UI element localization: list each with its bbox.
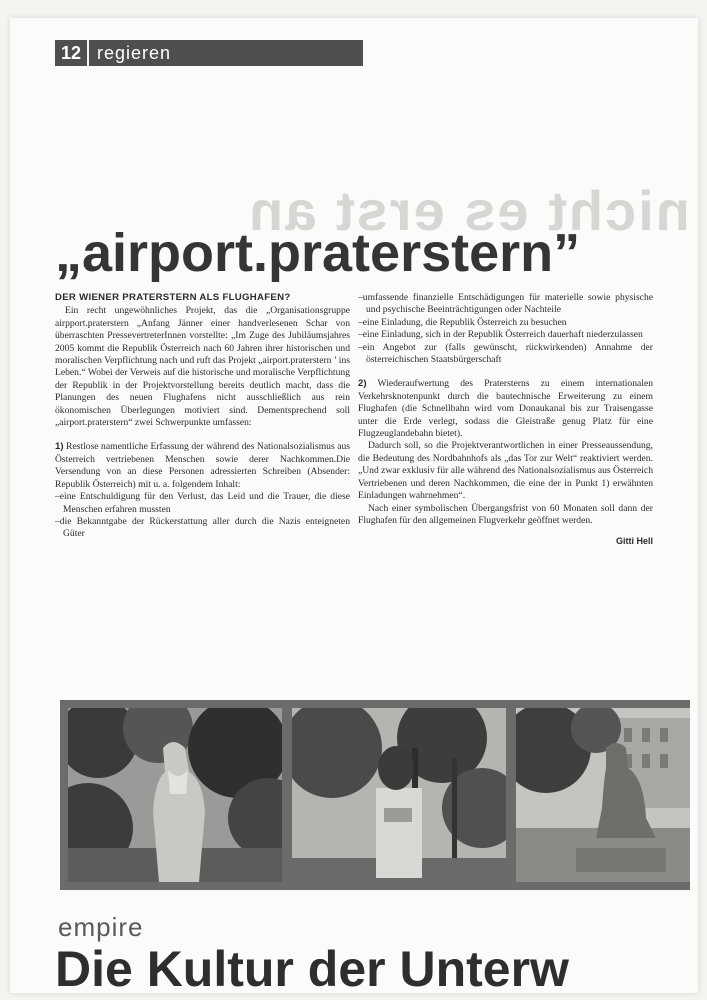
- article-kicker: DER WIENER PRATERSTERN ALS FLUGHAFEN?: [55, 292, 291, 303]
- statue-photo-1: [68, 708, 282, 882]
- point-two: [358, 378, 653, 440]
- author-signature: Gitti Hell: [615, 536, 653, 547]
- point-one: [55, 441, 350, 491]
- photo-strip: [60, 700, 690, 890]
- list-item: –ein Angebot zur (falls gewünscht, rückwirkenden) Annahme der österreichischen Staatsbürgerschaft: [358, 341, 653, 366]
- article-intro: Ein recht ungewöhnliches Projekt, das die „Organisationsgruppe airpport.praterstern „Anfang Jänner einer handverlesenen Schar von überraschten PressevertreterInnen vorstellte: „Im Zuge des Jubiläumsjahres 2005 kommt die Republik Österreich nach 60 Jahren ihrer historischen und moralischen Verpflichtung nach und ruft das Projekt „airport.praterstern ’ ins Leben.“ Wobei der Verweis auf die historische und moralische Verpflichtung der Republik in der Projektvorstellung bereits deutlich macht, dass die Planungen des neuen Flughafens nicht ausschließlich aus rein ökonomischen Überlegungen motiviert sind. Dementsprechend soll „airport.praterstern“ zwei Schwerpunkte umfassen:: [55, 305, 350, 429]
- point-two-number: 2): [358, 378, 367, 390]
- section-label: regieren: [97, 42, 172, 63]
- list-item: –eine Einladung, sich in der Republik Österreich dauerhaft niederzulassen: [358, 329, 643, 341]
- point-two-text: Wiederaufwertung des Pratersterns zu einem internationalen Verkehrsknotenpunkt durch die bautechnische Erweiterung zu einem Flughafen (die Schnellbahn wird vom Donaukanal bis zur Traisengasse unter die Erde verlegt, sodass die Gleistraße genug Platz für eine Flugzeuglandebahn bietet).: [358, 378, 653, 440]
- show-through-text: nicht es erst an: [247, 179, 690, 238]
- article-column-right: [358, 292, 653, 548]
- article-paragraph: Nach einer symbolischen Übergangsfrist von 60 Monaten soll dann der Flughafen für den allgemeinen Flugverkehr geöffnet werden.: [358, 502, 653, 526]
- point-one-list-continued: [358, 292, 653, 366]
- article-headline: „airport.praterstern”: [55, 223, 581, 283]
- list-item: –eine Entschuldigung für den Verlust, das Leid und die Trauer, die diese Menschen erfahren mussten: [55, 491, 350, 515]
- seated-statue-photo: [516, 708, 690, 882]
- list-item: –eine Einladung, die Republik Österreich zu besuchen: [358, 316, 567, 328]
- article-paragraph: Dadurch soll, so die Projektverantwortlichen in einer Presseaussendung, die Bedeutung des Nordbahnhofs als „das Tor zur Welt“ reaktiviert werden. „Und zwar exklusiv für alle während des Nationalsozialismus aus Österreich Vertriebenen und deren Nachkommen, die eine der in Punkt 1) erwähnten Einladungen wahrnehmen“.: [358, 440, 653, 502]
- section-header-bar: [55, 40, 363, 66]
- point-one-number: 1): [55, 441, 64, 453]
- page-number: 12: [55, 40, 89, 66]
- next-section-label: empire: [58, 912, 144, 942]
- list-item: –umfassende finanzielle Entschädigungen für materielle sowie physische und psychische Beeinträchtigungen oder Nachteile: [358, 292, 653, 316]
- bust-photo: [292, 708, 506, 882]
- list-item: –die Bekanntgabe der Rückerstattung aller durch die Nazis enteigneten Güter: [55, 515, 350, 540]
- next-article-title: Die Kultur der Unterw: [55, 944, 569, 994]
- point-one-list: [55, 491, 350, 541]
- point-one-text: Restlose namentliche Erfassung der während des Nationalsozialismus aus Österreich vertriebenen Menschen sowie derer Nachkommen.Die Versendung von an diese Personen adressierten Schreiben (Absender: Republik Österreich) mit u. a. folgendem Inhalt:: [55, 441, 350, 490]
- article-column-left: [55, 292, 350, 541]
